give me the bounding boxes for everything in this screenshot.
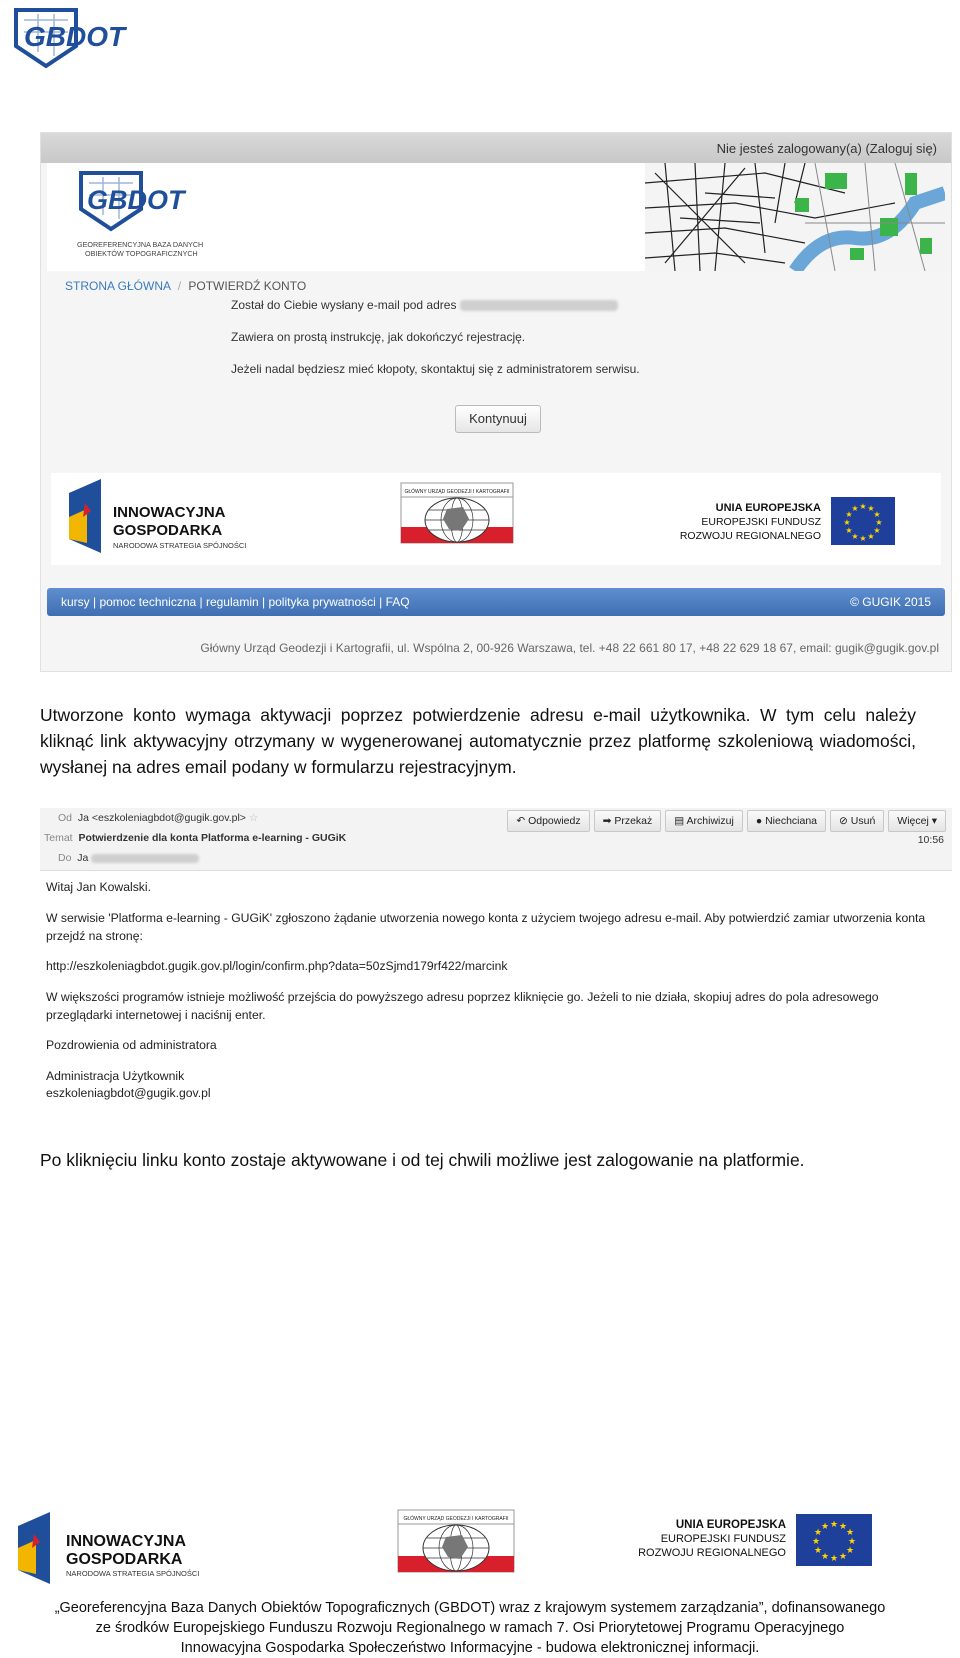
gugik-logo — [401, 483, 513, 543]
svg-text:NARODOWA STRATEGIA SPÓJNOŚCI: NARODOWA STRATEGIA SPÓJNOŚCI — [113, 541, 247, 550]
svg-text:EUROPEJSKI FUNDUSZ: EUROPEJSKI FUNDUSZ — [660, 1533, 786, 1545]
email-time: 10:56 — [917, 834, 944, 846]
email-screenshot — [40, 808, 952, 1108]
svg-text:GOSPODARKA: GOSPODARKA — [113, 522, 223, 539]
eu-logo — [680, 497, 895, 545]
top-bar — [41, 133, 951, 163]
redacted-recipient — [91, 854, 199, 863]
svg-text:★: ★ — [867, 532, 875, 541]
svg-text:GBDOT: GBDOT — [87, 185, 185, 215]
svg-text:UNIA EUROPEJSKA: UNIA EUROPEJSKA — [715, 502, 821, 514]
svg-text:★: ★ — [859, 502, 867, 511]
svg-text:★: ★ — [859, 534, 867, 543]
email-from: Od Ja <eszkoleniagbdot@gugik.gov.pl> ☆ — [58, 812, 259, 824]
funding-footer-line-3: Innowacyjna Gospodarka Społeczeństwo Informacyjne - budowa elektronicznej informacji. — [180, 1640, 760, 1656]
message-line-2: Zawiera on prostą instrukcję, jak dokończyć rejestrację. — [231, 330, 526, 344]
svg-text:OBIEKTÓW TOPOGRAFICZNYCH: OBIEKTÓW TOPOGRAFICZNYCH — [85, 249, 198, 258]
junk-button[interactable]: ● Niechciana — [747, 810, 826, 832]
message-line-1: Został do Ciebie wysłany e-mail pod adres — [231, 298, 618, 312]
archive-icon: ▤ — [674, 815, 685, 827]
svg-text:ROZWOJU REGIONALNEGO: ROZWOJU REGIONALNEGO — [638, 1547, 786, 1559]
email-subject: Temat Potwierdzenie dla konta Platforma e-learning - GUGiK — [44, 832, 347, 844]
forward-button[interactable]: ➡ Przekaż — [594, 810, 662, 832]
svg-text:★: ★ — [867, 504, 875, 513]
gbdot-logo-text: GBDOT — [24, 21, 126, 52]
breadcrumb-current: POTWIERDŹ KONTO — [188, 279, 307, 293]
continue-button[interactable]: Kontynuuj — [455, 405, 541, 433]
gbdot-logo — [14, 6, 144, 70]
svg-text:★: ★ — [873, 526, 881, 535]
chevron-down-icon: ▾ — [931, 815, 937, 827]
svg-text:★: ★ — [845, 1546, 855, 1556]
svg-text:★: ★ — [829, 1520, 839, 1530]
email-greeting: Witaj Jan Kowalski. — [46, 880, 151, 894]
email-to: Do Ja — [58, 852, 199, 864]
flame-icon: ● — [755, 815, 763, 827]
svg-text:★: ★ — [838, 1522, 848, 1532]
svg-text:★: ★ — [820, 1552, 830, 1562]
funding-footer-line-1: „Georeferencyjna Baza Danych Obiektów Topograficznych (GBDOT) wraz z krajowym systemem zarządzania”, dofinansowanego — [54, 1600, 886, 1616]
footer-address: Główny Urząd Geodezji i Kartografii, ul. Wspólna 2, 00-926 Warszawa, tel. +48 22 661 80 17, +48 22 629 18 67, email: gugik@gugik.gov.pl — [200, 641, 939, 655]
svg-text:★: ★ — [843, 518, 851, 527]
svg-text:INNOWACYJNA: INNOWACYJNA — [113, 504, 226, 521]
sponsor-logos — [51, 473, 941, 565]
innowacyjna-gospodarka-logo — [18, 1512, 199, 1584]
instruction-paragraph: Utworzone konto wymaga aktywacji poprzez potwierdzenie adresu e-mail użytkownika. W tym celu należy kliknąć link aktywacyjny otrzymany w wygenerowanej automatycznie przez platformę szkoleniową wiadomości, wysłanej na adres email podany w formularzu rejestracyjnym. — [40, 705, 916, 777]
footer-nav-bar — [47, 588, 945, 616]
email-signature-email: eszkoleniagbdot@gugik.gov.pl — [46, 1086, 211, 1100]
svg-text:NARODOWA STRATEGIA SPÓJNOŚCI: NARODOWA STRATEGIA SPÓJNOŚCI — [66, 1569, 200, 1578]
svg-text:★: ★ — [813, 1528, 823, 1538]
delete-button[interactable]: ⊘ Usuń — [830, 810, 884, 832]
svg-text:UNIA EUROPEJSKA: UNIA EUROPEJSKA — [675, 1519, 786, 1531]
svg-text:★: ★ — [845, 526, 853, 535]
bottom-sponsor-logos — [14, 1508, 914, 1590]
gugik-logo — [398, 1510, 514, 1572]
delete-icon: ⊘ — [839, 815, 848, 827]
breadcrumb-home-link[interactable]: STRONA GŁÓWNA — [65, 279, 171, 293]
funding-footer-line-2: ze środków Europejskiego Funduszu Rozwoju Regionalnego w ramach 7. Osi Priorytetowej Programu Operacyjnego — [95, 1620, 845, 1636]
svg-text:★: ★ — [829, 1554, 839, 1564]
redacted-email — [460, 300, 618, 311]
svg-text:★: ★ — [838, 1552, 848, 1562]
svg-text:★: ★ — [820, 1522, 830, 1532]
svg-text:ROZWOJU REGIONALNEGO: ROZWOJU REGIONALNEGO — [679, 530, 821, 542]
svg-text:★: ★ — [813, 1546, 823, 1556]
email-body-2: W większości programów istnieje możliwość przejścia do powyższego adresu poprzez kliknięcie go. Jeżeli to nie działa, skopiuj adres do pola adresowego przeglądarki internetowej i naciśnij enter. — [46, 990, 879, 1022]
email-toolbar — [507, 810, 946, 832]
breadcrumb-separator: / — [177, 279, 182, 293]
svg-text:GŁÓWNY URZĄD GEODEZJI I KARTOG: GŁÓWNY URZĄD GEODEZJI I KARTOGRAFII — [403, 1516, 509, 1522]
svg-text:INNOWACYJNA: INNOWACYJNA — [66, 1533, 187, 1550]
site-header — [47, 163, 945, 271]
svg-text:★: ★ — [873, 510, 881, 519]
reply-icon: ↶ — [516, 815, 526, 827]
city-map-image — [645, 163, 945, 271]
svg-text:★: ★ — [847, 1537, 857, 1547]
footer-nav-links[interactable]: kursy | pomoc techniczna | regulamin | polityka prywatności | FAQ — [61, 595, 410, 609]
email-confirm-link[interactable]: http://eszkoleniagbdot.gugik.gov.pl/login/confirm.php?data=50zSjmd179rf422/marcink — [46, 959, 508, 973]
email-signature-name: Administracja Użytkownik — [46, 1069, 185, 1083]
more-button[interactable]: Więcej ▾ — [888, 810, 946, 832]
svg-text:★: ★ — [851, 532, 859, 541]
copyright: © GUGIK 2015 — [850, 595, 931, 609]
confirm-account-screenshot — [40, 132, 952, 672]
email-header — [40, 808, 952, 871]
svg-text:★: ★ — [811, 1537, 821, 1547]
eu-logo — [638, 1514, 872, 1566]
breadcrumb — [65, 279, 306, 293]
svg-text:GOSPODARKA: GOSPODARKA — [66, 1551, 183, 1568]
reply-button[interactable]: ↶ Odpowiedz — [507, 810, 589, 832]
gbdot-header-logo — [77, 171, 227, 261]
email-regards: Pozdrowienia od administratora — [46, 1038, 217, 1052]
message-line-3: Jeżeli nadal będziesz mieć kłopoty, skontaktuj się z administratorem serwisu. — [231, 362, 640, 376]
svg-text:GEOREFERENCYJNA BAZA DANYCH: GEOREFERENCYJNA BAZA DANYCH — [77, 240, 204, 249]
svg-text:★: ★ — [845, 510, 853, 519]
activation-paragraph: Po kliknięciu linku konto zostaje aktywowane i od tej chwili możliwe jest zalogowanie na platformie. — [40, 1150, 805, 1170]
svg-text:GŁÓWNY URZĄD GEODEZJI I KARTOG: GŁÓWNY URZĄD GEODEZJI I KARTOGRAFII — [404, 489, 510, 495]
svg-text:★: ★ — [875, 518, 883, 527]
email-body-1: W serwisie 'Platforma e-learning - GUGiK' zgłoszono żądanie utworzenia nowego konta z użyciem twojego adresu e-mail. Aby potwierdzić zamiar utworzenia konta przejdź na stronę: — [46, 911, 926, 943]
archive-button[interactable]: ▤ Archiwizuj — [665, 810, 743, 832]
svg-text:EUROPEJSKI FUNDUSZ: EUROPEJSKI FUNDUSZ — [701, 516, 821, 528]
svg-text:★: ★ — [845, 1528, 855, 1538]
funding-footer — [20, 1598, 920, 1658]
star-icon[interactable]: ☆ — [248, 812, 259, 824]
svg-text:★: ★ — [851, 504, 859, 513]
innowacyjna-gospodarka-logo — [69, 479, 246, 553]
forward-icon: ➡ — [602, 815, 612, 827]
login-status-link[interactable]: Nie jesteś zalogowany(a) (Zaloguj się) — [716, 141, 937, 156]
